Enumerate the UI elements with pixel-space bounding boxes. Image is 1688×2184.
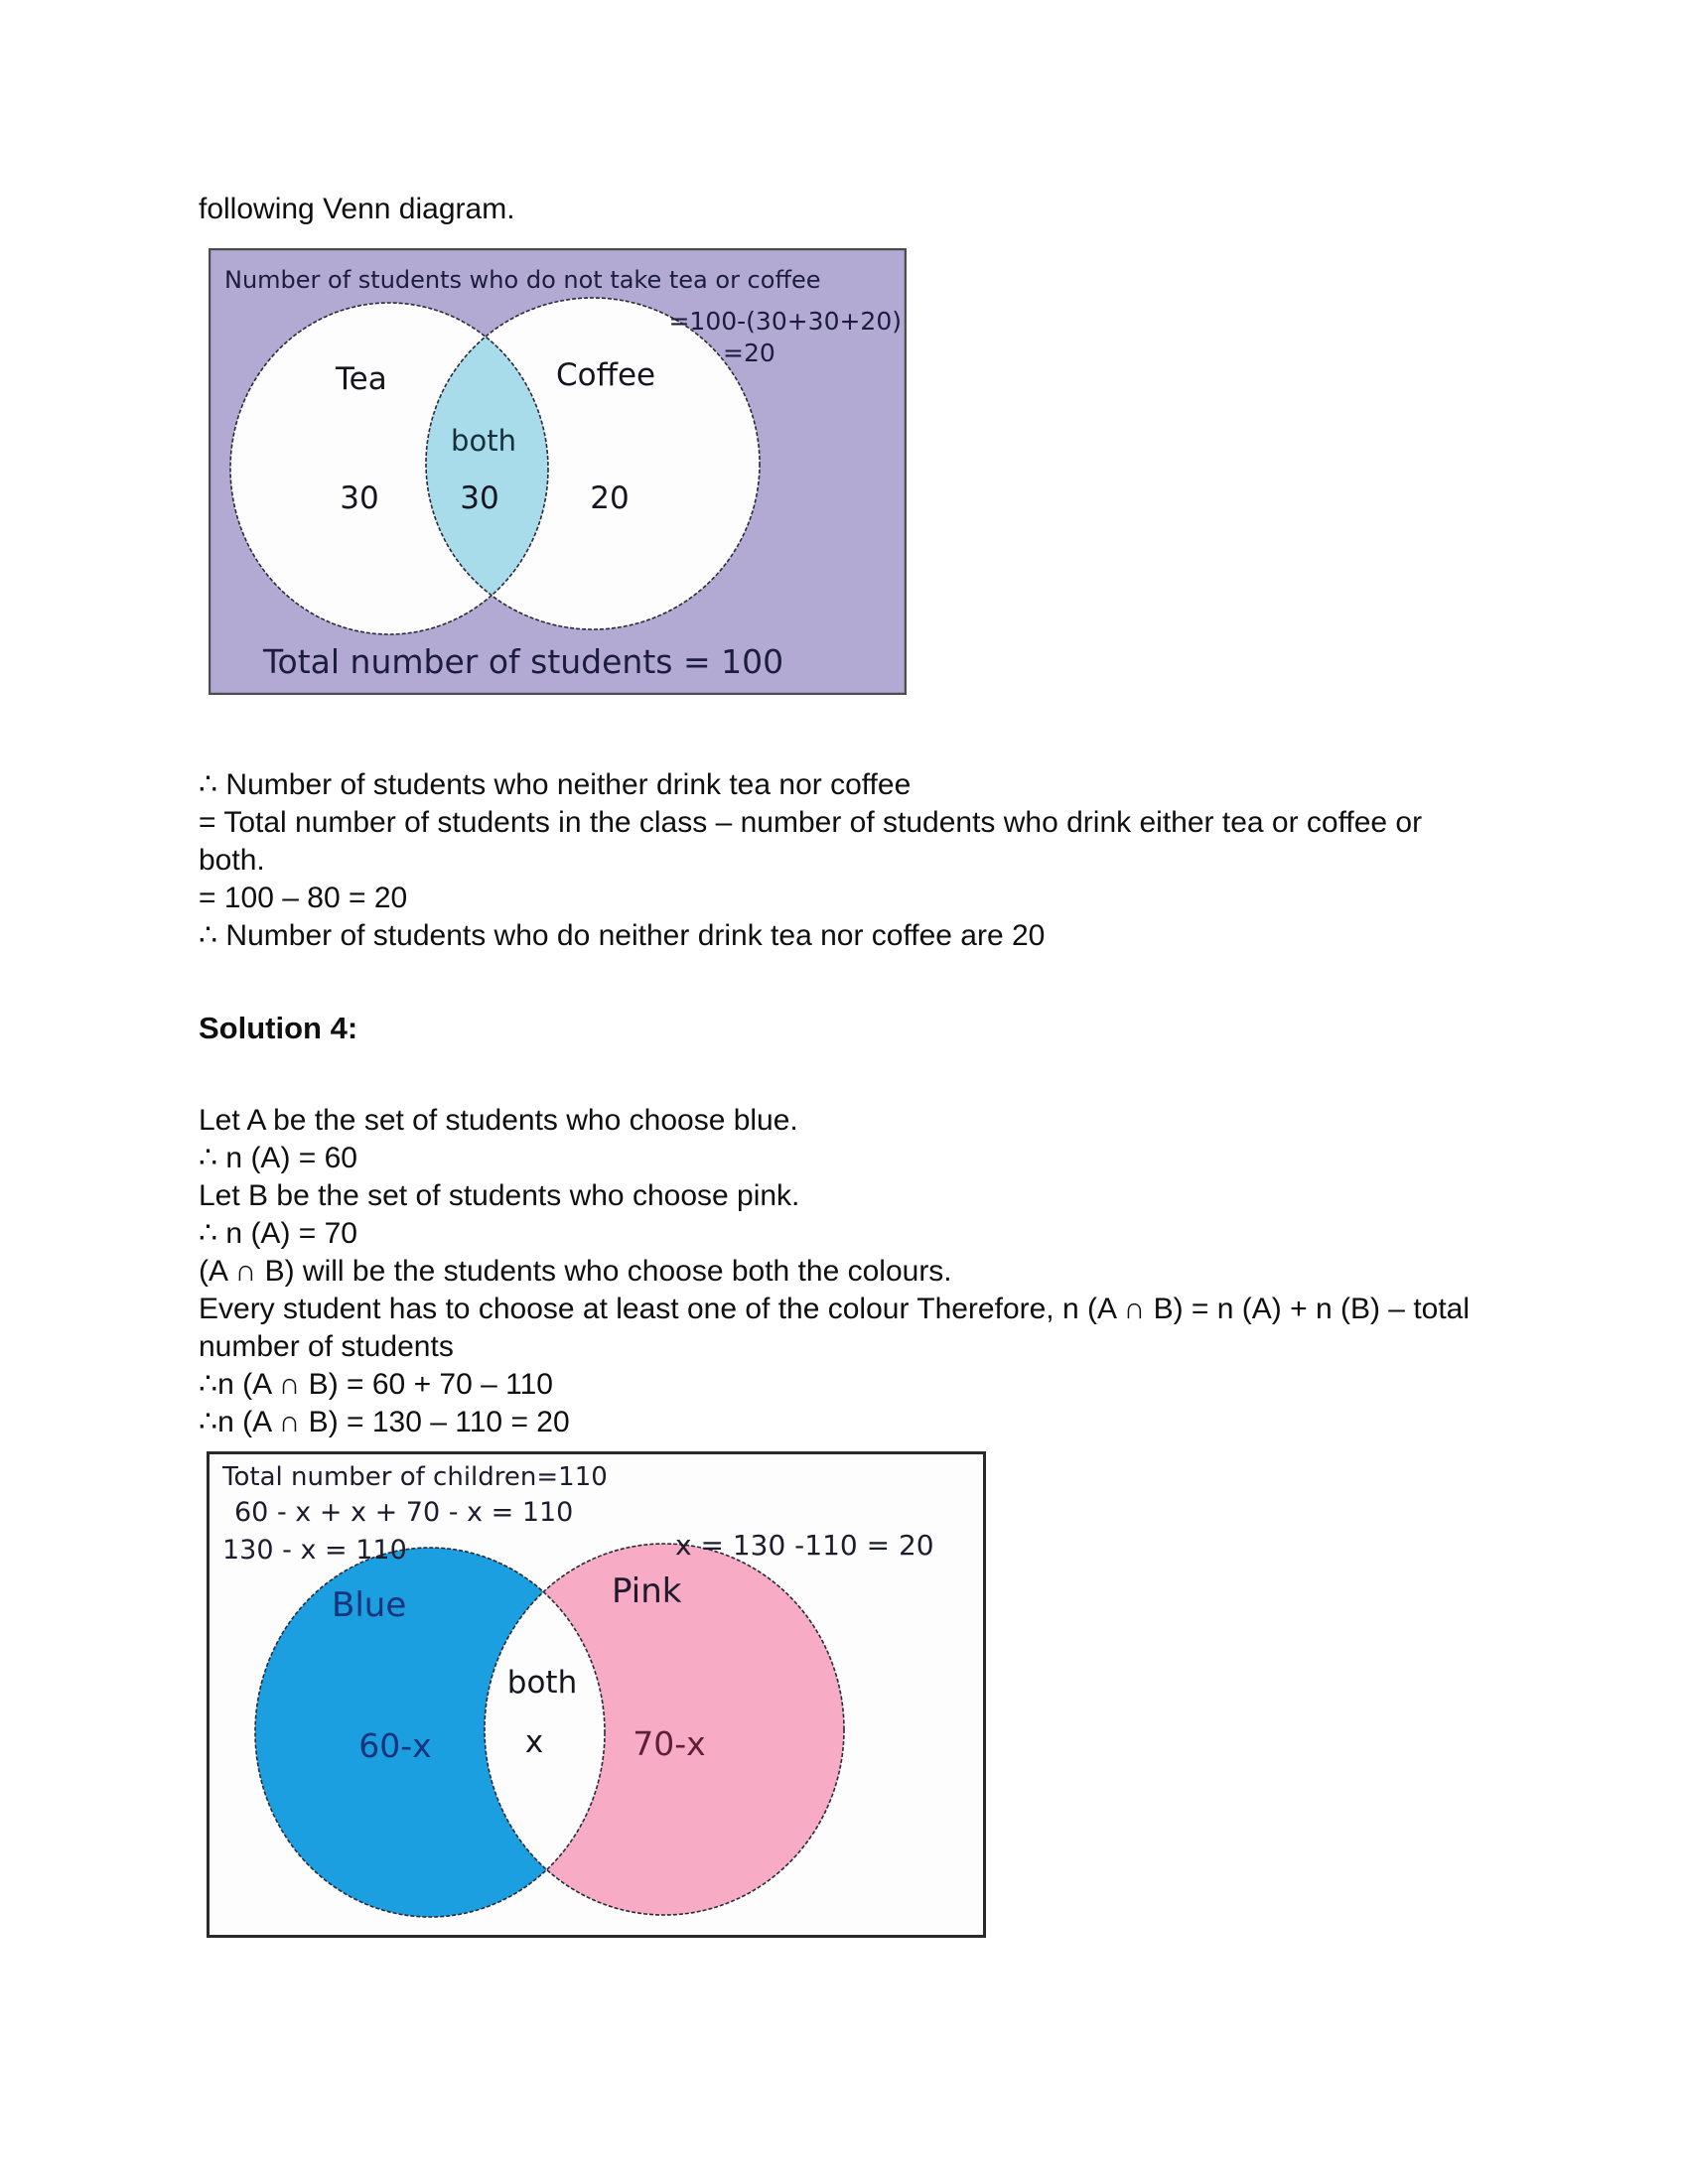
pink-value: 70-x bbox=[633, 1724, 706, 1763]
conclusion-line: ∴ Number of students who do neither drink tea nor coffee are 20 bbox=[199, 919, 1046, 952]
total-students-label: Total number of students = 100 bbox=[263, 642, 784, 681]
tea-label: Tea bbox=[336, 361, 387, 397]
intro-text: following Venn diagram. bbox=[199, 193, 515, 225]
coffee-value: 20 bbox=[590, 480, 630, 516]
solution4-block bbox=[199, 1102, 1509, 1441]
diagram2-title: Total number of children=110 bbox=[222, 1462, 608, 1492]
coffee-label: Coffee bbox=[556, 357, 656, 393]
both-value: 30 bbox=[460, 480, 499, 516]
diagram2-formula-right: x = 130 -110 = 20 bbox=[675, 1529, 934, 1562]
solution4-line: Let A be the set of students who choose blue. bbox=[199, 1104, 798, 1137]
tea-value: 30 bbox=[340, 480, 379, 516]
solution4-line: ∴ n (A) = 60 bbox=[199, 1142, 357, 1174]
diagram1-title: Number of students who do not take tea or coffee bbox=[224, 266, 821, 294]
conclusion-line: = Total number of students in the class – number of students who drink either tea or coffee or both. bbox=[199, 806, 1423, 877]
conclusion-line: = 100 – 80 = 20 bbox=[199, 882, 408, 914]
diagram1-formula-2: =20 bbox=[723, 339, 775, 367]
both-value-x: x bbox=[524, 1724, 544, 1760]
diagram2-formula-2: 130 - x = 110 bbox=[222, 1535, 407, 1566]
blue-value: 60-x bbox=[358, 1726, 432, 1765]
pink-label: Pink bbox=[612, 1571, 682, 1611]
conclusion-block bbox=[199, 766, 1489, 955]
venn-diagram-tea-coffee bbox=[209, 248, 907, 695]
solution4-line: Every student has to choose at least one of the colour Therefore, n (A ∩ B) = n (A) + n (B) – total number of students bbox=[199, 1293, 1471, 1363]
both-label: both bbox=[451, 424, 516, 458]
solution4-line: (A ∩ B) will be the students who choose both the colours. bbox=[199, 1255, 952, 1288]
solution4-line: ∴n (A ∩ B) = 60 + 70 – 110 bbox=[199, 1368, 553, 1401]
solution4-line: ∴ n (A) = 70 bbox=[199, 1217, 357, 1250]
diagram2-formula-1: 60 - x + x + 70 - x = 110 bbox=[234, 1497, 574, 1528]
conclusion-line: ∴ Number of students who neither drink tea nor coffee bbox=[199, 768, 912, 801]
diagram1-formula-1: =100-(30+30+20) bbox=[668, 307, 902, 336]
both-label-2: both bbox=[506, 1665, 578, 1701]
solution4-line: Let B be the set of students who choose pink. bbox=[199, 1179, 800, 1212]
solution4-heading: Solution 4: bbox=[199, 1011, 358, 1045]
solution4-line: ∴n (A ∩ B) = 130 – 110 = 20 bbox=[199, 1406, 570, 1438]
venn-diagram-blue-pink bbox=[207, 1451, 986, 1938]
blue-label: Blue bbox=[332, 1585, 407, 1625]
